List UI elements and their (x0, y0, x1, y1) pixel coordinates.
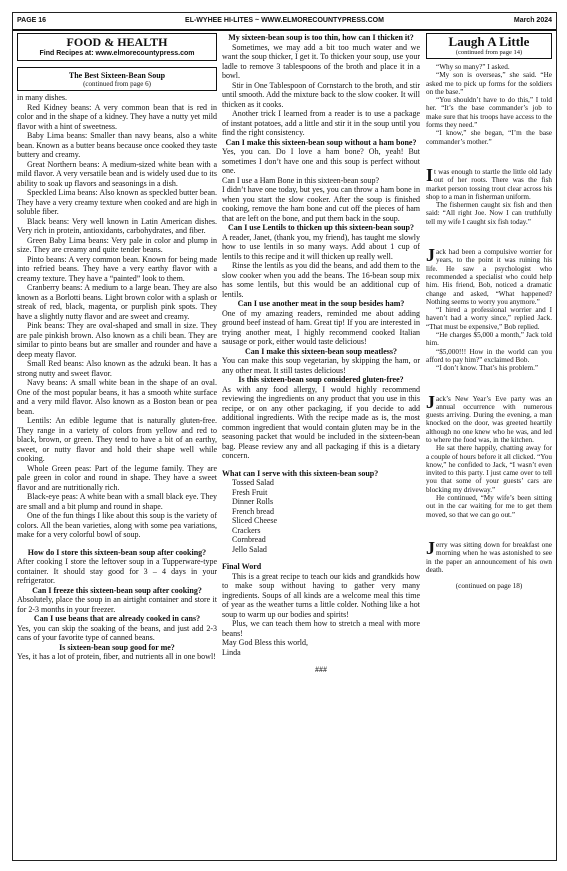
paragraph: Yes, it has a lot of protein, fiber, and nutrients all in one bowl! (17, 652, 216, 661)
column-right (426, 33, 552, 855)
page-frame (12, 12, 557, 861)
list-item: Crackers (232, 525, 261, 535)
paragraph: “I hired a professional worrier and I haven’t had a worry since,” replied Jack. “That must be expensive,” Bob replied. (426, 306, 552, 331)
paragraph: “Why so many?” I asked. (436, 63, 510, 71)
paragraph: “You shouldn’t have to do this,” I told her. “It’s the base commander’s job to make sure that his troops have access to the forms they need.” (426, 96, 552, 130)
column-left (17, 33, 217, 855)
paragraph: Pinto beans: A very common bean. Known for being made into refried beans. They have a very earthy flavor with a creamy texture. They have a “painted” look to them. (17, 254, 217, 283)
column-middle (222, 33, 420, 855)
signature: Linda (222, 647, 241, 657)
section-header-box (426, 33, 552, 59)
drop-cap: I (426, 164, 434, 185)
paragraph: Black beans: Very well known in Latin American dishes. Very rich in protein, antioxidants, carbohydrates, and fiber. (17, 216, 217, 235)
continued-note: (continued on page 18) (455, 582, 523, 591)
drop-cap: J (426, 537, 435, 558)
section-subtitle: Find Recipes at: www.elmorecountypress.com (39, 50, 195, 57)
paragraph: Red Kidney beans: A very common bean that is red in color and in the shape of a kidney. They have a nutty yet mild flavor with a hint of sweetness. (17, 102, 217, 131)
paragraph: Yes, you can skip the soaking of the beans, and just add 2-3 cans of your favorite type of canned beans. (17, 623, 217, 642)
drop-cap: J (426, 245, 435, 266)
section-title: Laugh A Little (448, 34, 530, 49)
joke-text: ack had been a compulsive worrier for years, to the point it was ruining his life. He saw a psychologist who recommended a specialist who could help him. His friend, Bob, noticed a dramatic change and asked, “What happened? Nothing seems to worry you anymore.” (426, 248, 552, 306)
paragraph: I didn’t have one today, but yes, you can throw a ham bone in when you start the slow cooker. After the soup is finished cooking, remove the ham bone and cut off the pieces of ham that are left on the bone, and put them back in the soup. (222, 185, 420, 223)
issue-date: March 2024 (513, 17, 552, 24)
paragraph: Sometimes, we may add a bit too much water and we want the soup thicker, I get it. To thicken your soup, use your ladle to remove 3 tablespoons of the broth and place it in a bowl. (222, 42, 420, 80)
paragraph: Plus, we can teach them how to stretch a meal with more beans! (222, 619, 420, 638)
subheading: Can I use beans that are already cooked in cans? (33, 614, 201, 623)
paragraph: Yes, you can. Do I love a ham bone? Oh, yeah! But sometimes I don’t have one and this soup is perfect without one. (222, 147, 420, 175)
paragraph: “I don’t know. That’s his problem.” (436, 364, 539, 373)
joke-text: ack’s New Year’s Eve party was an annual occurrence with numerous guests arriving. During the evening, a man knocked on the door, was greeted heartily although no one knew who he was, and led to where the food was, in the kitchen. (426, 394, 552, 444)
subheading: Can I make this sixteen-bean soup meatless? (244, 346, 397, 356)
paragraph: This is a great recipe to teach our kids and grandkids how to make soup without having to gather very many ingredients. Soups of all kinds are a welcome meal this time of year as the weather turns a little colder. Nothing like a hot soup to warm up our bodies and spirits! (222, 571, 420, 619)
publication-title: EL-WYHEE HI-LITES ~ WWW.ELMORECOUNTYPRESS.COM (185, 17, 384, 24)
section-title: FOOD & HEALTH (66, 35, 168, 49)
subheading: Is sixteen-bean soup good for me? (59, 642, 175, 652)
paragraph: Pink beans: They are oval-shaped and small in size. They are pale pinkish brown. Also known as a chili bean. They are similar to pinto beans but are smaller and rounder and have a deep meaty flavor. (17, 321, 217, 359)
continued-note: (continued from page 6) (83, 80, 151, 88)
paragraph: Another trick I learned from a reader is to use a package of instant potatoes, add a little and stir it in the soup until you find the right consistency. (222, 109, 420, 137)
subheading: What can I serve with this sixteen-bean soup? (222, 468, 379, 478)
story-title: The Best Sixteen-Bean Soup (68, 71, 166, 80)
subheading: How do I store this sixteen-bean soup after cooking? (27, 547, 207, 557)
paragraph: Green Baby Lima beans: Very pale in color and plump in size. They are creamy and quite tender beans. (17, 235, 217, 254)
paragraph: Navy beans: A small white bean in the shape of an oval. One of the most popular beans, it has a smooth white surface and a very mild flavor. Also known as a Boston bean or pea bean. (17, 378, 217, 416)
page-number: PAGE 16 (17, 17, 47, 24)
paragraph: Rinse the lentils as you did the beans, and add them to the slow cooker when you add the beans. The 16-bean soup mix has some lentils, but this would be an additional cup of lentils. (222, 261, 420, 299)
subheading: Can I use another meat in the soup besides ham? (237, 299, 405, 308)
list-item: French bread (232, 506, 274, 516)
joke-text: erry was sitting down for breakfast one morning when he was astonished to see in the paper an announcement of his own death. (426, 540, 552, 574)
continued-note: (continued from page 14) (455, 49, 523, 56)
paragraph: Stir in One Tablespoon of Cornstarch to the broth, and stir until smooth. Add the mixture back to the slow cooker. It will thicken as it cooks. (222, 80, 420, 109)
paragraph: A reader, Janet, (thank you, my friend), has taught me slowly how to use lentils in so many ways. Add about 1 cup of lentils to this recipe and it will thicken up really well. (222, 232, 420, 261)
paragraph: May God Bless this world, (222, 638, 308, 647)
joke-paragraph (426, 391, 552, 445)
paragraph: One of my amazing readers, reminded me about adding ground beef instead of ham. Great tip! If you are interested in trying another meat, I highly recommend cooked Italian sausage or pork, either would taste delicious! (222, 308, 420, 346)
list-item: Tossed Salad (232, 478, 274, 487)
paragraph: As with any food allergy, I would highly recommend reviewing the ingredients on any product that you use in this recipe, or on any other packaging, if you decide to add additional ingredients. With the recipe made as is, the most common ingredient that would contain gluten may be in the seasoning packet that would be included in the sixteen-bean bag. Please review any and all packaging if this is a dietary concern. (222, 384, 420, 460)
subheading: Is this sixteen-bean soup considered gluten-free? (238, 375, 404, 384)
paragraph: “My son is overseas,” she said. “He asked me to pick up forms for the soldiers on the base.” (426, 71, 552, 96)
paragraph: Speckled Lima beans: Also known as speckled butter bean. They have a very creamy texture when cooked and are high in soluble fiber. (17, 188, 217, 216)
section-header-box (17, 33, 217, 61)
list-item: Sliced Cheese (232, 516, 278, 525)
subheading: Final Word (222, 562, 262, 571)
paragraph: He sat there happily, chatting away for a couple of hours before it all clicked. “You know,” he confided to Jack, “I wasn’t even invited to this party. I just came over to tell you that some of your guests’ cars are blocking my driveway.” (426, 444, 552, 494)
paragraph: The fishermen caught six fish and then said: “All right Joe. Now I can truthfully tell my wife I caught six fish today.” (426, 201, 552, 226)
list-item: Dinner Rolls (232, 497, 274, 506)
paragraph: You can make this soup vegetarian, by skipping the ham, or any other meat. It still tastes delicious! (222, 356, 420, 375)
joke-text: t was enough to startle the little old lady out of her roots. There was the fish market person tossing trout clear across his shop to a man in fisherman uniform. (426, 167, 552, 201)
paragraph: Baby Lima beans: Smaller than navy beans, also a white bean. Known as a butter beans because once cooked they taste buttery and creamy. (17, 131, 217, 159)
joke-paragraph (426, 537, 552, 574)
paragraph: After cooking I store the leftover soup in a Tupperware-type container. It should stay good for 3 – 4 days in your refrigerator. (17, 557, 217, 585)
paragraph: in many dishes. (17, 93, 67, 102)
paragraph: Can I use a Ham Bone in this sixteen-bean soup? (222, 175, 380, 185)
paragraph: “He charges $5,000 a month,” Jack told him. (426, 331, 552, 348)
masthead (13, 13, 556, 31)
paragraph: One of the fun things I like about this soup is the variety of colors. All the bean varieties, along with some pea variations, make for a very colorful bowl of soup. (17, 511, 217, 539)
paragraph: Absolutely, place the soup in an airtight container and store it for 2-3 months in your freezer. (17, 595, 217, 614)
paragraph: He continued, “My wife’s been sitting out in the car waiting for me to get them moved, so that we can go out.” (426, 494, 552, 519)
paragraph: Whole Green peas: Part of the legume family. They are pale green in color and round in shape. They have a sweet flavor and are nutritionally rich. (17, 463, 217, 492)
subheading: My sixteen-bean soup is too thin, how can I thicken it? (228, 33, 414, 42)
subheading: Can I use Lentils to thicken up this sixteen-bean soup? (227, 223, 415, 232)
paragraph: Lentils: An edible legume that is naturally gluten-free. They range in a variety of colors from yellow and red to black, brown, or green. They tend to have a bit of an earthy, sweet, or nutty flavor and hold their shape well while cooking. (17, 416, 217, 463)
list-item: Cornbread (232, 535, 266, 544)
drop-cap: J (426, 391, 435, 412)
end-mark: ### (315, 665, 327, 674)
paragraph: “I know,” she began, “I’m the base commander’s mother.” (426, 129, 552, 146)
paragraph: Black-eye peas: A white bean with a small black eye. They are small and a bit plump and round in shape. (17, 492, 217, 511)
story-header-box (17, 67, 217, 91)
subheading: Can I freeze this sixteen-bean soup after cooking? (32, 585, 202, 595)
list-item: Jello Salad (232, 544, 267, 554)
joke-paragraph (426, 164, 552, 201)
joke-paragraph (426, 245, 552, 306)
paragraph: Cranberry beans: A medium to a large bean. They are also known as a Borlotti beans. Light brown color with a splash or streak of red, black, magenta, or purplish pink spots. They have a slightly nutty flavor and are sweet and creamy. (17, 283, 217, 321)
paragraph: Small Red beans: Also known as the adzuki bean. It has a strong nutty and sweet flavor. (17, 359, 217, 378)
list-item: Fresh Fruit (232, 487, 268, 497)
paragraph: “$5,000!!! How in the world can you afford to pay him?” exclaimed Bob. (426, 347, 552, 364)
paragraph: Great Northern beans: A medium-sized white bean with a mild flavor. A very versatile bean and is widely used due to its ability to soak up flavors and seasonings in a dish. (17, 159, 217, 188)
subheading: Can I make this sixteen-bean soup without a ham bone? (225, 137, 417, 147)
serving-list (222, 478, 420, 554)
